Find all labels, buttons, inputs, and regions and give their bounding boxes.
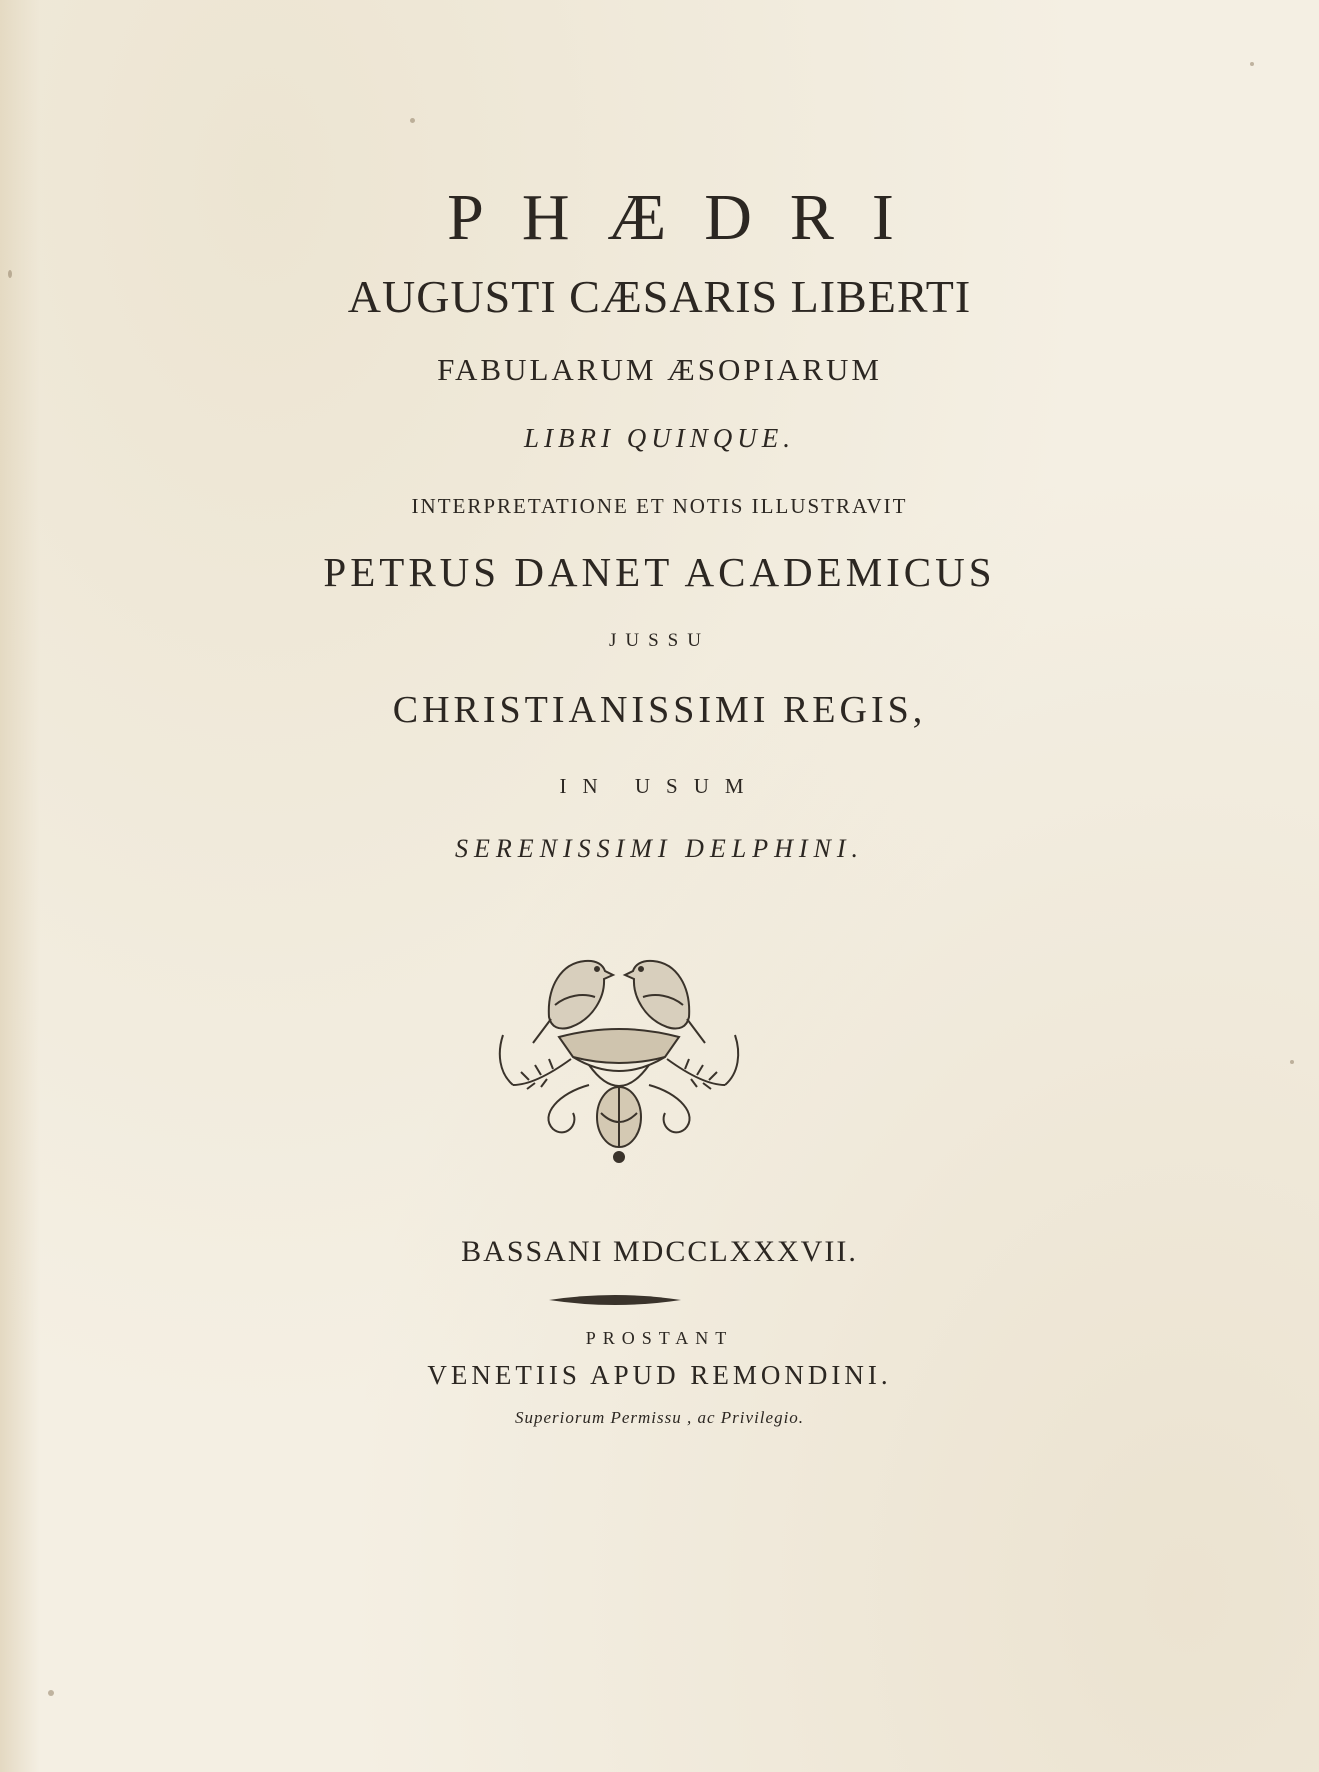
king-line: CHRISTIANISSIMI REGIS, bbox=[392, 689, 927, 731]
editor-name: PETRUS DANET ACADEMICUS bbox=[323, 549, 996, 595]
foxing-spot bbox=[1290, 1060, 1294, 1064]
swelled-rule-divider bbox=[545, 1292, 685, 1308]
foxing-spot bbox=[1250, 62, 1254, 66]
foxing-spot bbox=[410, 118, 415, 123]
subtitle-fables: FABULARUM ÆSOPIARUM bbox=[437, 352, 882, 387]
subtitle-notes: INTERPRETATIONE ET NOTIS ILLUSTRAVIT bbox=[411, 494, 908, 518]
printers-device-two-birds-icon bbox=[489, 935, 749, 1175]
publisher-line: VENETIIS APUD REMONDINI. bbox=[427, 1360, 892, 1390]
jussu-line: JUSSU bbox=[609, 630, 710, 651]
imprint-place-date: BASSANI MDCCLXXXVII. bbox=[461, 1235, 858, 1268]
in-usum-line: IN USUM bbox=[559, 774, 760, 798]
privilege-line: Superiorum Permissu , ac Privilegio. bbox=[514, 1408, 805, 1427]
book-title: PHÆDRI bbox=[447, 181, 932, 254]
subtitle-books: LIBRI QUINQUE. bbox=[524, 423, 795, 453]
foxing-spot bbox=[48, 1690, 54, 1696]
dauphin-line: SERENISSIMI DELPHINI. bbox=[454, 834, 865, 863]
subtitle-author-status: AUGUSTI CÆSARIS LIBERTI bbox=[347, 271, 972, 322]
prostant-line: PROSTANT bbox=[585, 1328, 734, 1348]
